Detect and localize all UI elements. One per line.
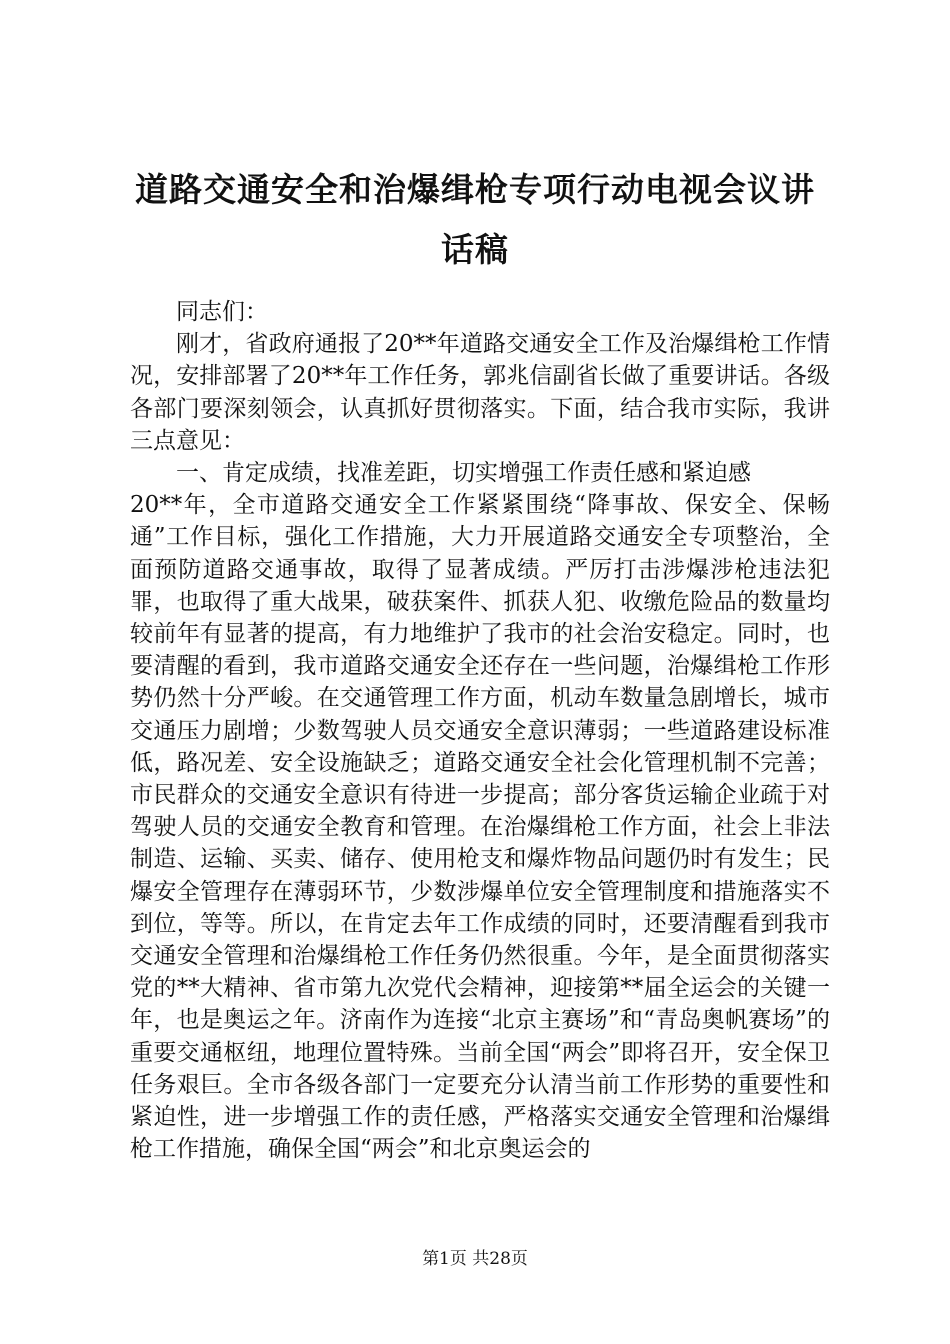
intro-paragraph: 刚才，省政府通报了20**年道路交通安全工作及治爆缉枪工作情况，安排部署了20**年工作任务，郭兆信副省长做了重要讲话。各级各部门要深刻领会，认真抓好贯彻落实。下面，结合我市实际，我讲三点意见： xyxy=(130,331,830,454)
section-heading: 一、肯定成绩，找准差距，切实增强工作责任感和紧迫感 xyxy=(176,460,751,487)
document-body xyxy=(130,296,830,1165)
title-line-1: 道路交通安全和治爆缉枪专项行动电视会议讲 xyxy=(135,170,815,209)
salutation: 同志们： xyxy=(176,299,268,325)
document-title xyxy=(110,160,840,280)
body-paragraph: 20**年，全市道路交通安全工作紧紧围绕“降事故、保安全、保畅通”工作目标，强化工作措施，大力开展道路交通安全专项整治，全面预防道路交通事故，取得了显著成绩。严厉打击涉爆涉枪违法犯罪，也取得了重大战果，破获案件、抓获人犯、收缴危险品的数量均较前年有显著的提高，有力地维护了我市的社会治安稳定。同时，也要清醒的看到，我市道路交通安全还存在一些问题，治爆缉枪工作形势仍然十分严峻。在交通管理工作方面，机动车数量急剧增长，城市交通压力剧增；少数驾驶人员交通安全意识薄弱；一些道路建设标准低，路况差、安全设施缺乏；道路交通安全社会化管理机制不完善；市民群众的交通安全意识有待进一步提高；部分客货运输企业疏于对驾驶人员的交通安全教育和管理。在治爆缉枪工作方面，社会上非法制造、运输、买卖、储存、使用枪支和爆炸物品问题仍时有发生；民爆安全管理存在薄弱环节，少数涉爆单位安全管理制度和措施落实不到位，等等。所以，在肯定去年工作成绩的同时，还要清醒看到我市交通安全管理和治爆缉枪工作任务仍然很重。今年，是全面贯彻落实党的**大精神、省市第九次党代会精神，迎接第**届全运会的关键一年，也是奥运之年。济南作为连接“北京主赛场”和“青岛奥帆赛场”的重要交通枢纽，地理位置特殊。当前全国“两会”即将召开，安全保卫任务艰巨。全市各级各部门一定要充分认清当前工作形势的重要性和紧迫性，进一步增强工作的责任感，严格落实交通安全管理和治爆缉枪工作措施，确保全国“两会”和北京奥运会的 xyxy=(130,492,830,1163)
page-footer: 第1页 共28页 xyxy=(422,1249,528,1269)
title-line-2: 话稿 xyxy=(441,230,509,269)
